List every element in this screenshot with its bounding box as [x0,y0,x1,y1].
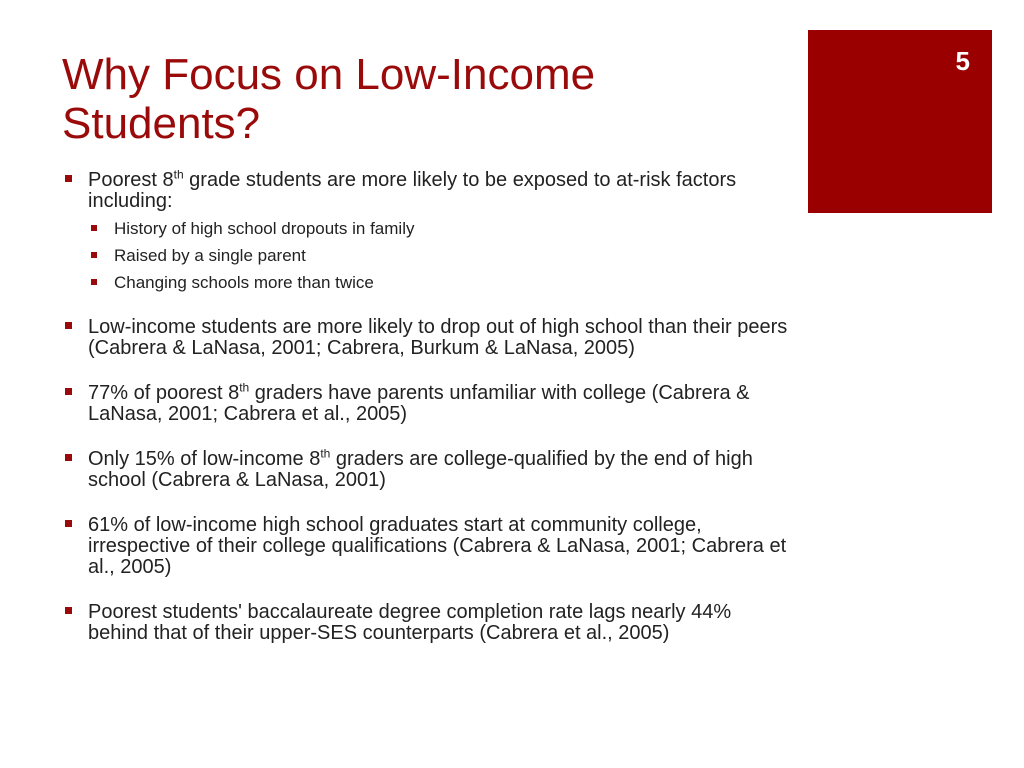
sub-bullet-item [88,246,792,266]
bullet-text: Low-income students are more likely to drop out of high school than their peers (Cabrera & LaNasa, 2001; Cabrera, Burkum & LaNasa, 2005) [88,316,788,359]
sub-bullet-text: History of high school dropouts in family [114,219,415,238]
sub-bullet-text: Changing schools more than twice [114,273,374,292]
square-bullet-icon [91,279,97,285]
slide-title: Why Focus on Low-Income Students? [62,50,596,148]
slide-number: 5 [955,46,970,76]
bullet-parents-unfamiliar [62,380,792,425]
bullet-college-qualified [62,446,792,491]
bullet-text-sup: th [239,380,250,395]
slide-number-box [808,30,992,213]
bullet-text-post: grade students are more likely to be exposed to at-risk factors including: [88,169,737,212]
bullet-text-post: graders are college-qualified by the end of high school (Cabrera & LaNasa, 2001) [88,448,753,491]
bullet-community-college [62,515,792,578]
square-bullet-icon [91,252,97,258]
bullet-text: Poorest students' baccalaureate degree completion rate lags nearly 44% behind that of their upper-SES counterparts (Cabrera et al., 2005) [88,601,732,644]
bullet-poorest-8th-graders [62,167,792,293]
bullet-completion-rate [62,602,792,644]
bullet-text-post: graders have parents unfamiliar with college (Cabrera & LaNasa, 2001; Cabrera et al., 2005) [88,382,750,425]
bullet-text: 61% of low-income high school graduates start at community college, irrespective of their college qualifications (Cabrera & LaNasa, 2001; Cabrera et al., 2005) [88,514,787,578]
bullet-text-pre: Only 15% of low-income 8 [88,448,321,470]
sub-bullet-list [88,219,792,293]
bullet-text-pre: 77% of poorest 8 [88,382,240,404]
square-bullet-icon [65,322,72,329]
square-bullet-icon [65,388,72,395]
square-bullet-icon [91,225,97,231]
bullet-text-sup: th [173,167,184,182]
square-bullet-icon [65,175,72,182]
bullet-text-sup: th [320,446,331,461]
sub-bullet-item [88,219,792,239]
bullet-dropout-likelihood [62,317,792,359]
square-bullet-icon [65,520,72,527]
sub-bullet-text: Raised by a single parent [114,246,306,265]
slide-content [62,167,792,644]
bullet-text-pre: Poorest 8 [88,169,174,191]
sub-bullet-item [88,273,792,293]
square-bullet-icon [65,454,72,461]
square-bullet-icon [65,607,72,614]
